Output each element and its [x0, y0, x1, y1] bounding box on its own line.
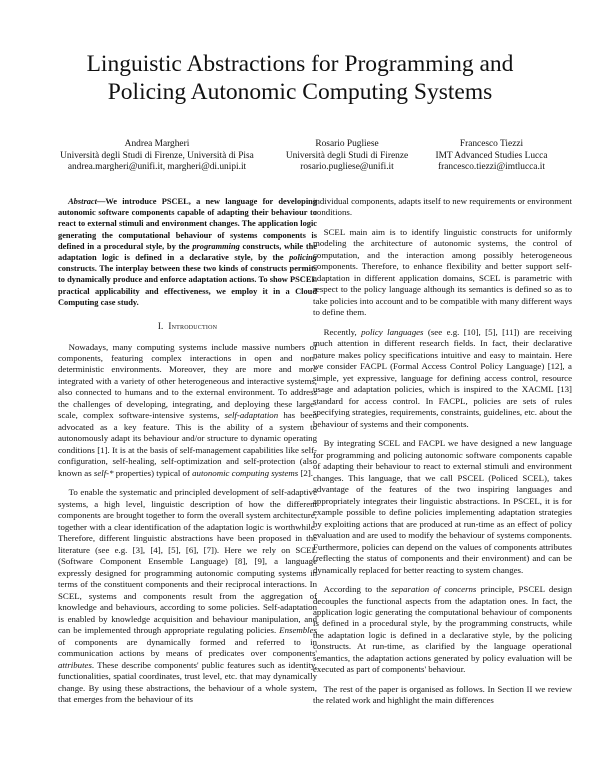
author-affiliation: Università degli Studi di Firenze, Università di Pisa: [60, 150, 254, 161]
abstract: Abstract—We introduce PSCEL, a new language for developing autonomic software components capable of adapting their behaviour to react to external stimuli and environment changes. The application logic generating the computational behaviour of systems components is defined in a procedural style, by the programming constructs, while the adaptation logic is defined in a declarative style, by the policing constructs. The interplay between these two kinds of constructs permits to dynamically produce and enforce adaptation actions. To show PSCEL practical applicability and effectiveness, we employ it in a Cloud Computing case study.: [58, 197, 317, 307]
author-email: francesco.tiezzi@imtlucca.it: [437, 162, 546, 173]
author-margheri: [52, 139, 262, 174]
author-block: [52, 139, 562, 179]
author-affiliation: IMT Advanced Studies Lucca: [435, 150, 548, 161]
paragraph-pscel: By integrating SCEL and FACPL we have designed a new language for programming and policing autonomic software components capable of adapting their behaviour to react to external stimuli and environment changes. This language, that we call PSCEL (Policed SCEL), takes advantage of the features of the two inspiring languages and appropriately integrates their linguistic abstractions. In PSCEL, it is for example possible to define policies implementing adaptation strategies by exploiting actions that are produced at run-time as an effect of policy evaluation and are used to modify the behaviour of systems components. Furthermore, policies can depend on the values of components attributes (reflecting the status of components and their environment) and can be dynamically replaced for better reacting to system changes.: [313, 438, 572, 575]
paragraph-separation-of-concerns: According to the separation of concerns principle, PSCEL design decouples the functional aspects from the adaptation ones. In fact, the application logic generating the computational behaviour of components is defined in a procedural style, by the programming constructs, while the adaptation logic is defined in a declarative style, by the policing constructs. At run-time, as clarified by the language operational semantics, the adaptation actions generated by policy evaluation will be executed as part of components' behaviour.: [313, 584, 573, 675]
abstract-label: Abstract: [68, 197, 97, 206]
author-email: andrea.margheri@unifi.it, margheri@di.unipi.it: [67, 162, 247, 173]
author-affiliation: Università degli Studi di Firenze: [285, 150, 409, 161]
right-column: [313, 196, 572, 707]
section-heading-introduction: I. Introduction: [157, 321, 218, 332]
paragraph-organisation: The rest of the paper is organised as follows. In Section II we review the related work and highlight the main differences: [313, 683, 572, 706]
paper-title: [0, 50, 600, 106]
author-name: Rosario Pugliese: [315, 139, 379, 149]
title-line-2: Policing Autonomic Computing Systems: [107, 79, 493, 105]
title-line-1: Linguistic Abstractions for Programming and: [86, 51, 514, 77]
paragraph-continuation: individual components, adapts itself to new requirements or environment conditions.: [313, 196, 572, 218]
paragraph-policy-languages: Recently, policy languages (see e.g. [10], [5], [11]) are receiving much attention in different research fields. In fact, their declarative nature makes policy specifications intuitive and easy to maintain. Here we consider FACPL (Formal Access Control Policy Language) [12], a simple, yet expressive, language for defining access control, resource usage and adaptation policies, which is inspired to the XACML [13] standard for access control. In FACPL, policies are sets of rules specifying strategies, requirements, constraints, guidelines, etc. about the behaviour of systems and their components.: [313, 326, 572, 429]
paragraph-scel-aim: SCEL main aim is to identify linguistic constructs for uniformly modeling the architecture of autonomic systems, the control of computation, and the interaction among possibly heterogeneous components. Therefore, to enhance flexibility and better support self-adaptation in different application domains, SCEL is parametric with respect to the policy language although its semantics is defined so as to take policies into account and to be compatible with many different ways to define them.: [313, 226, 572, 318]
author-pugliese: [277, 139, 417, 174]
author-name: Francesco Tiezzi: [459, 139, 524, 149]
author-email: rosario.pugliese@unifi.it: [300, 162, 394, 173]
intro-paragraph-1: Nowadays, many computing systems include massive numbers of components, featuring complex interactions in open and non-deterministic environments. Moreover, they are more and more integrated with a variety of other heterogeneous and interactive systems, also connected to humans and to the external environment. To address the challenges of developing, integrating, and deploying these large-scale, complex software-intensive systems, self-adaptation has been advocated as a key feature. This is the ability of a system to autonomously adapt its behaviour and/or structure to dynamic operating conditions [1]. It is at the basis of self-management capabilities like self-configuration, self-healing, self-optimization and self-protection (also known as self-* properties) typical of autonomic computing systems [2].: [58, 341, 317, 478]
author-tiezzi: [424, 139, 559, 174]
author-name: Andrea Margheri: [124, 139, 190, 149]
intro-paragraph-2: To enable the systematic and principled development of self-adaptive systems, a high level, linguistic description of how the different components are brought together to form the overall system architecture, together with a clear identification of the adaptation logic is worthwhile. Therefore, different linguistic abstractions have been proposed in the literature (see e.g. [3], [4], [5], [6], [7]). Here we rely on SCEL (Software Component Ensemble Language) [8], [9], a language expressly designed for programming autonomic computing systems in terms of the constituent components and their reciprocal interactions. In SCEL, systems and components result from the aggregation of knowledge and behaviours, according to some policies. Self-adaptation is enabled by knowledge acquisition and behaviour manipulation, and can be implemented through appropriate regulating policies. Ensembles of components are dynamically formed and referred to in communication actions by means of predicates over components' attributes. These describe components' public features such as identity, functionalities, spatial coordinates, trust level, etc. that may dynamically change. By using these abstractions, the behaviour of a whole system, that emerges from the behaviour of its: [58, 487, 317, 705]
left-column: [58, 196, 317, 706]
